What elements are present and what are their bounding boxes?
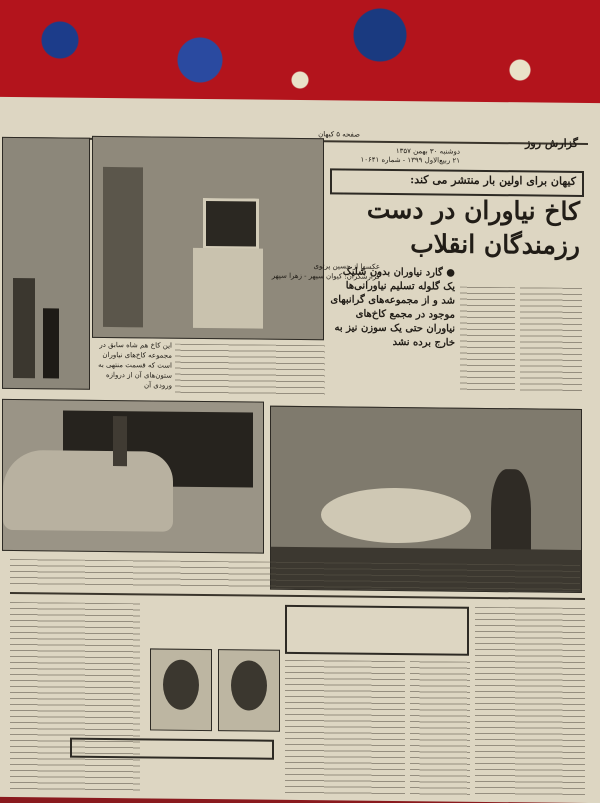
photo-credit: عکسها از حسین پرتوی: [313, 262, 380, 271]
newspaper-page: [0, 97, 600, 803]
portrait-photo-1: [150, 648, 212, 731]
interior-photo: [92, 136, 324, 340]
section-divider: [10, 592, 585, 600]
lower-column-4: [475, 607, 585, 798]
lower-banner: [70, 738, 274, 760]
section-title: گزارش روز: [525, 136, 578, 150]
lower-column-3: [410, 661, 470, 797]
headline-line-2: رزمندگان انقلاب: [410, 229, 580, 260]
body-column-2: [520, 287, 582, 393]
kicker: کیهان برای اولین بار منتشر می کند:: [410, 173, 576, 188]
headline-line-1: کاخ نیاوران در دست: [366, 194, 580, 226]
reporter-credit: گزارشگران: کیوان سپهر - زهرا سپهر: [271, 271, 380, 281]
side-caption: این کاخ هم شاه سابق در مجموعه کاخ‌های نیاوران است که قسمت منتهی به ستون‌های آن از دروازه ورودی آن: [98, 340, 172, 390]
photo-caption-band: [10, 559, 580, 593]
car-photo: [2, 399, 264, 554]
portrait-photo-2: [218, 649, 280, 732]
date-line: دوشنبه ۳۰ بهمن ۱۳۵۷: [395, 147, 460, 156]
lower-headline-box: [285, 605, 469, 656]
page-number: صفحه ۵ کیهان: [318, 130, 360, 139]
lower-column-2: [285, 660, 405, 796]
sculpture-photo: [2, 137, 90, 390]
body-column-1: [460, 287, 515, 393]
lower-column-1: [10, 602, 140, 793]
issue-line: ۲۱ ربیع‌الاول ۱۳۹۹ - شماره ۱۰۶۴۱: [360, 155, 460, 165]
body-column-3: [175, 344, 325, 396]
lead-paragraph: ● گارد نیاوران بدون شلیک یک گلوله تسلیم نیاورانی‌ها شد و از مجموعه‌های گرانبهای موجود در مجمع کاخ‌های نیاوران حتی یک سوزن نیز به خارج برده نشد: [330, 266, 455, 349]
